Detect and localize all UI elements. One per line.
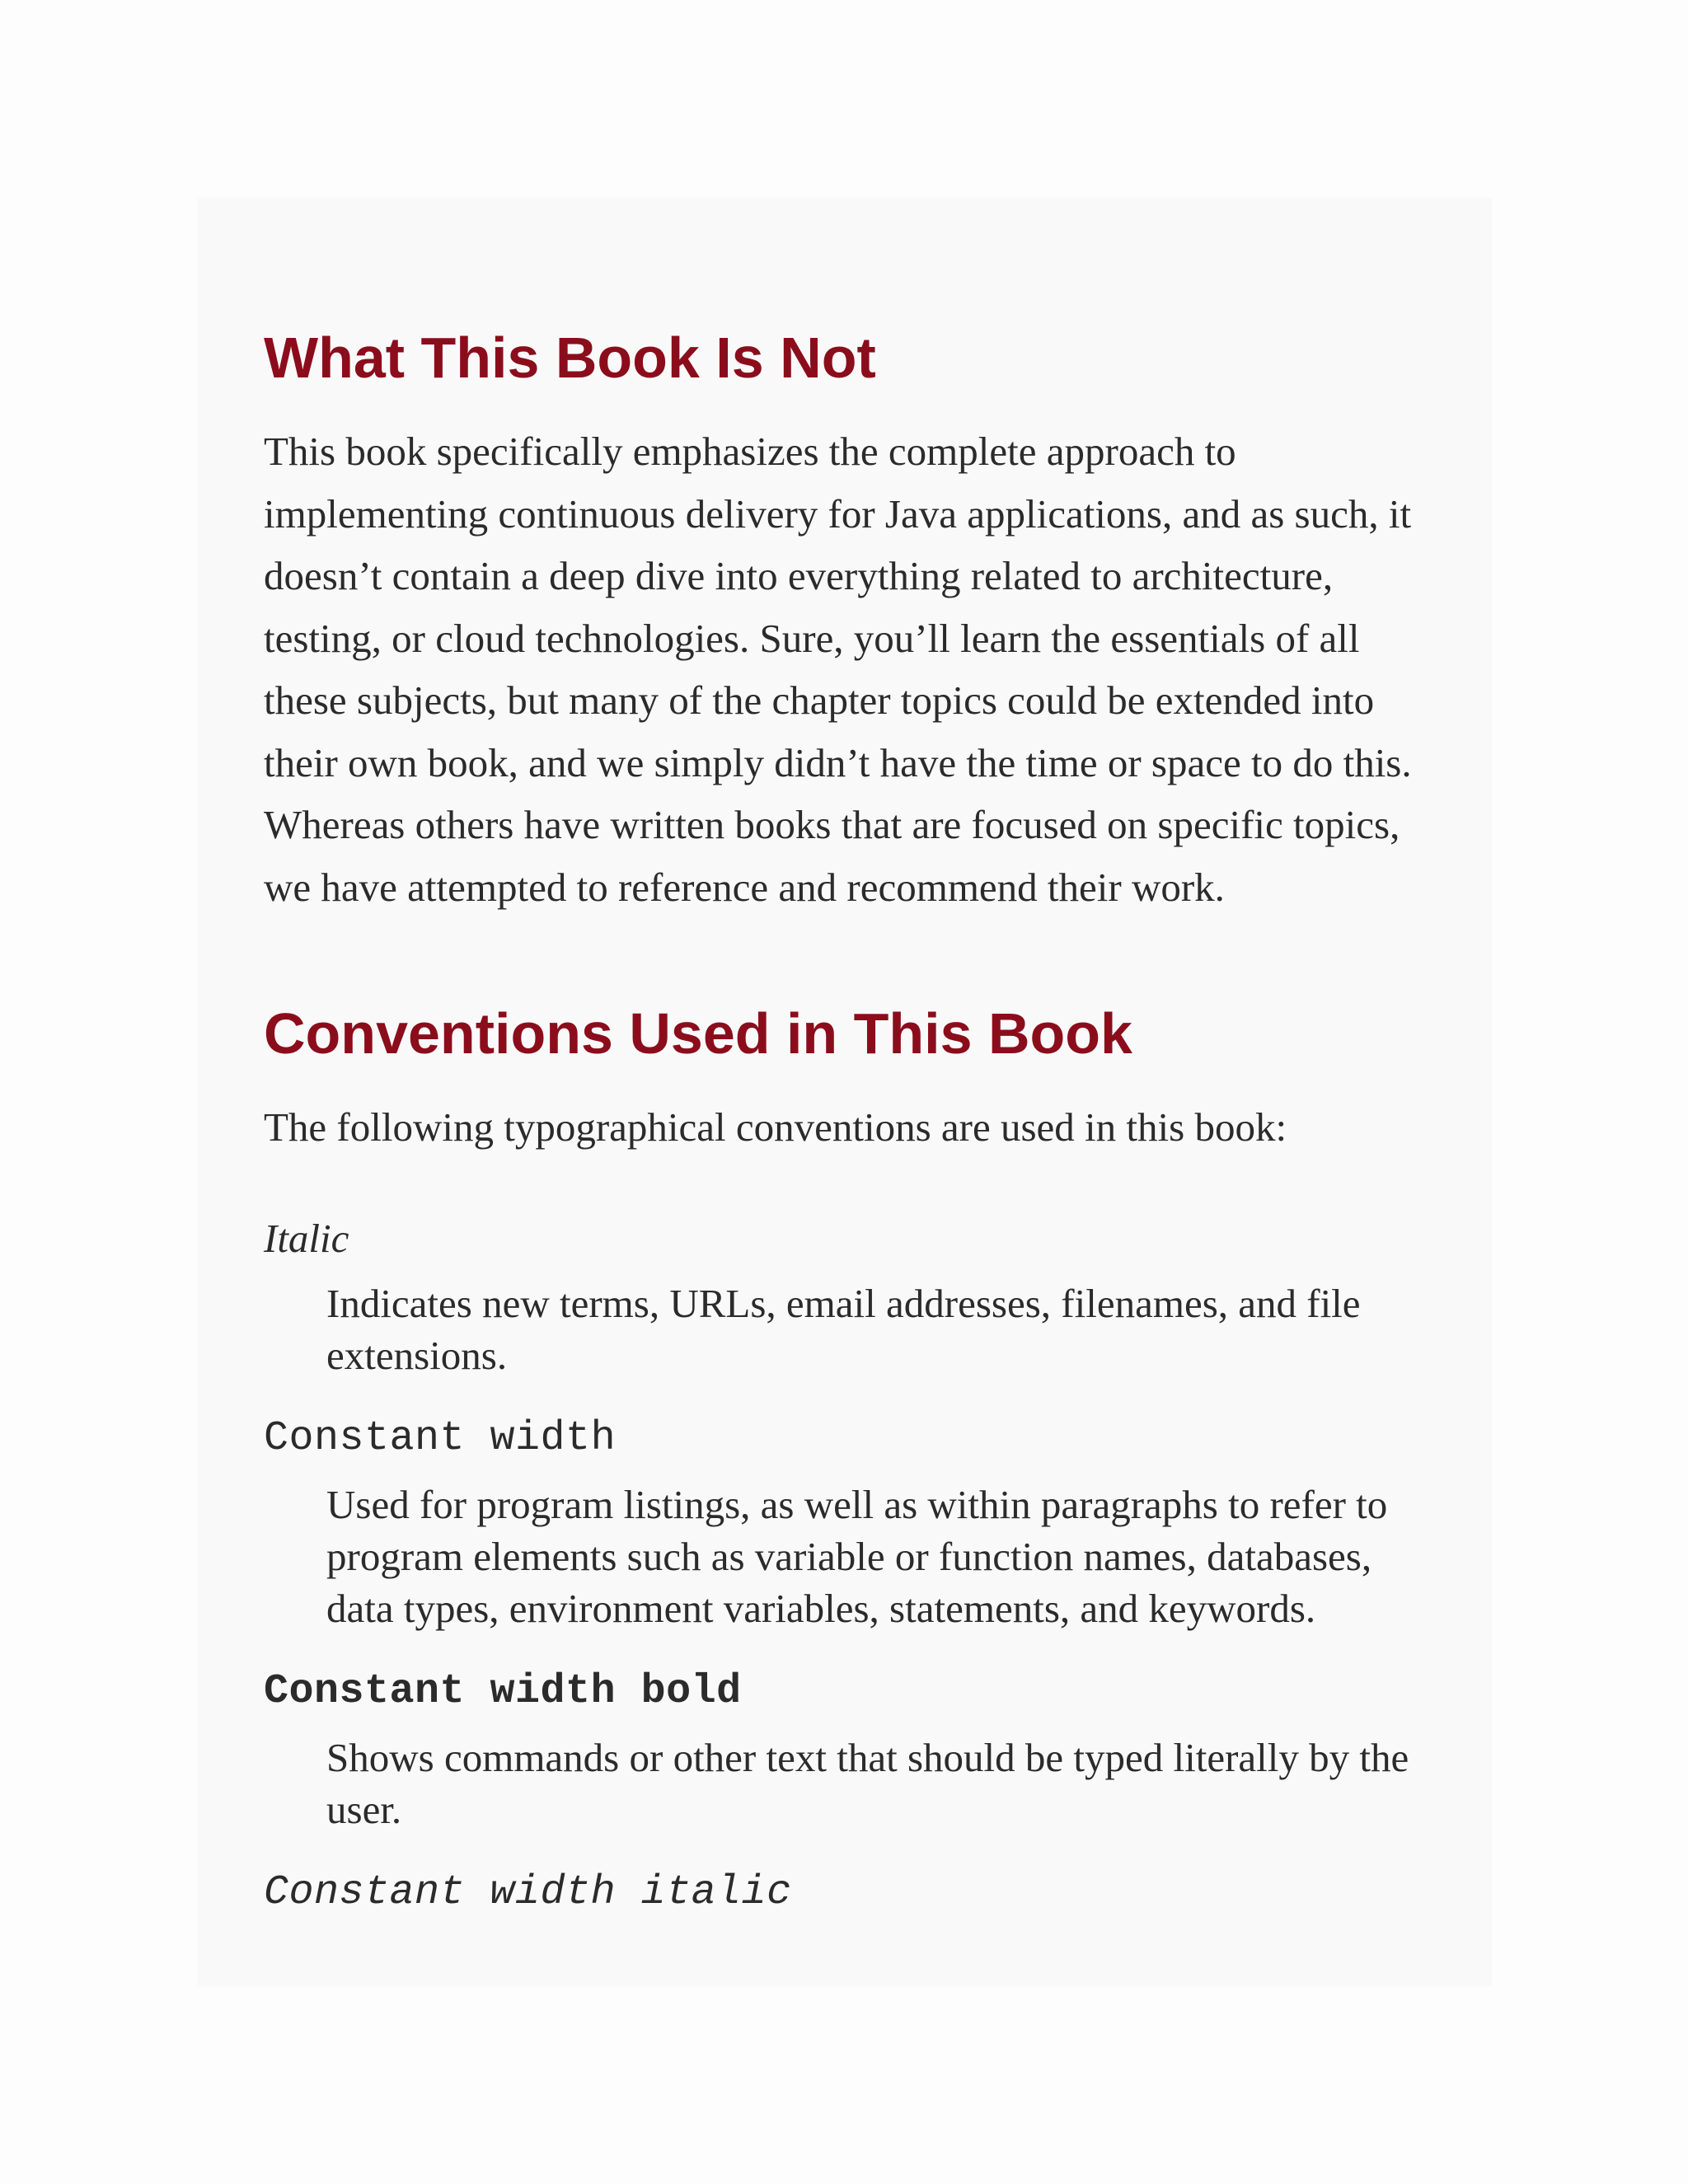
content-panel <box>198 198 1492 1986</box>
section-paragraph-conventions-intro: The following typographical conventions are used in this book: <box>264 1104 1287 1150</box>
convention-description-constant-width: Used for program listings, as well as within paragraphs to refer to program elements such as variable or function names, databases, data types, environment variables, statements, and keywords. <box>326 1482 1388 1632</box>
convention-term-constant-width: Constant width <box>264 1415 617 1463</box>
convention-description-italic: Indicates new terms, URLs, email addresses, filenames, and file extensions. <box>326 1281 1361 1379</box>
convention-term-constant-width-bold: Constant width bold <box>264 1668 742 1716</box>
section-heading-conventions: Conventions Used in This Book <box>264 1001 1132 1066</box>
section-heading-what-this-book-is-not: What This Book Is Not <box>264 326 876 390</box>
convention-term-constant-width-italic: Constant width italic <box>264 1869 792 1917</box>
convention-term-italic: Italic <box>264 1215 349 1261</box>
convention-description-constant-width-bold: Shows commands or other text that should be typed literally by the user. <box>326 1735 1409 1833</box>
conventions-list <box>264 1215 1426 1919</box>
section-paragraph-what-this-book-is-not: This book specifically emphasizes the complete approach to implementing continuous delivery for Java applications, and as such, it doesn’t contain a deep dive into everything related to architecture, testing, or cloud technologies. Sure, you’ll learn the essentials of all these subjects, but many of the chapter topics could be extended into their own book, and we simply didn’t have the time or space to do this. Whereas others have written books that are focused on specific topics, we have attempted to reference and recommend their work. <box>264 429 1412 910</box>
